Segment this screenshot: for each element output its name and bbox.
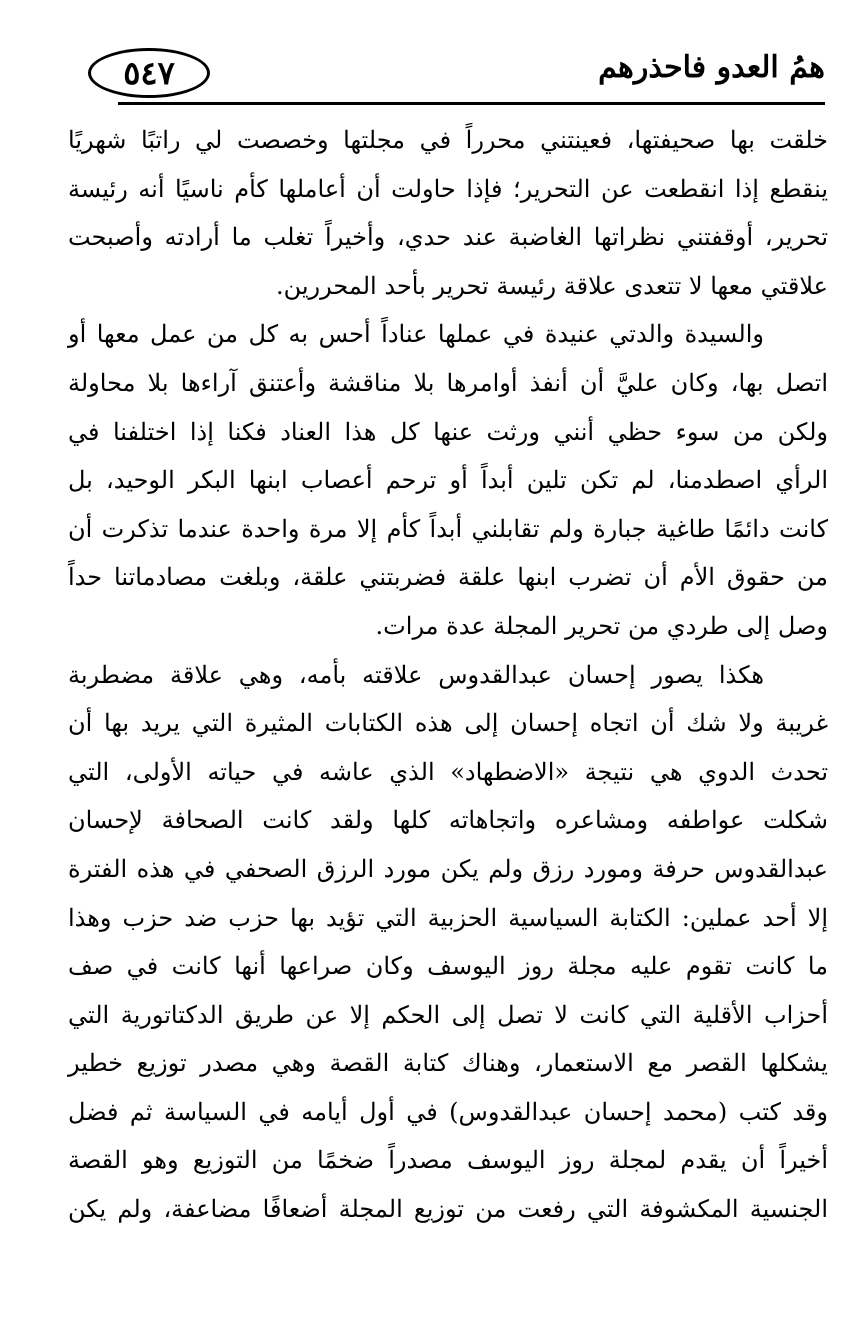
text-line: وصل إلى طردي من تحرير المجلة عدة مرات.: [375, 611, 828, 640]
text-line: اتصل بها، وكان عليَّ أن أنفذ أوامرها بلا مناقشة وأعتنق آراءها بلا محاولة: [68, 368, 828, 397]
paragraph: [68, 310, 828, 650]
text-line: ما كانت تقوم عليه مجلة روز اليوسف وكان صراعها أنها كانت في صف: [68, 952, 828, 981]
text-line: هكذا يصور إحسان عبدالقدوس علاقته بأمه، وهي علاقة مضطربة: [68, 660, 764, 689]
text-line: عبدالقدوس حرفة ومورد رزق ولم يكن مورد الرزق الصحفي في هذه الفترة: [68, 854, 828, 883]
paragraph: [68, 651, 828, 1234]
text-line: الرأي اصطدمنا، لم تكن تلين أبداً أو ترحم أعصاب ابنها البكر الوحيد، بل: [68, 466, 828, 495]
text-line: أخيراً أن يقدم لمجلة روز اليوسف مصدراً ضخمًا من التوزيع وهو القصة: [68, 1146, 828, 1175]
text-line: ينقطع إذا انقطعت عن التحرير؛ فإذا حاولت أن أعاملها كأم ناسيًا أنه رئيسة: [68, 174, 828, 203]
text-line: الجنسية المكشوفة التي رفعت من توزيع المجلة أضعافًا مضاعفة، ولم يكن: [68, 1195, 828, 1224]
paragraph: [68, 116, 828, 310]
text-line: خلقت بها صحيفتها، فعينتني محرراً في مجلتها وخصصت لي راتبًا شهريًا: [68, 126, 828, 154]
text-line: وقد كتب (محمد إحسان عبدالقدوس) في أول أيامه في السياسة ثم فضل: [68, 1097, 828, 1126]
text-line: أحزاب الأقلية التي كانت لا تصل إلى الحكم إلا عن طريق الدكتاتورية التي: [68, 1000, 828, 1029]
text-line: إلا أحد عملين: الكتابة السياسية الحزبية التي تؤيد بها حزب ضد حزب وهذا: [68, 903, 828, 932]
page-header: [70, 44, 825, 104]
text-line: شكلت عواطفه ومشاعره واتجاهاته كلها ولقد كانت الصحافة لإحسان: [68, 806, 828, 835]
text-line: ولكن من سوء حظي أنني ورثت عنها كل هذا العناد فكنا إذا اختلفنا في: [68, 417, 828, 446]
body-text: [68, 116, 828, 1234]
running-title: همُ العدو فاحذرهم: [598, 50, 825, 85]
text-line: تحرير، أوقفتني نظراتها الغاضبة عند حدي، وأخيراً تغلب ما أرادته وأصبحت: [68, 223, 828, 252]
text-line: غريبة ولا شك أن اتجاه إحسان إلى هذه الكتابات المثيرة التي يريد بها أن: [68, 709, 829, 738]
text-line: يشكلها القصر مع الاستعمار، وهناك كتابة القصة وهي مصدر توزيع خطير: [68, 1049, 828, 1078]
text-line: والسيدة والدتي عنيدة في عملها عناداً أحس به كل من عمل معها أو: [68, 320, 764, 349]
text-line: كانت دائمًا طاغية جبارة ولم تقابلني أبداً كأم إلا مرة واحدة عندما تذكرت أن: [68, 514, 828, 543]
text-line: تحدث الدوي هي نتيجة «الاضطهاد» الذي عاشه في حياته الأولى، التي: [68, 757, 828, 786]
text-line: من حقوق الأم أن تضرب ابنها علقة فضربتني علقة، وبلغت مصادماتنا حداً: [68, 563, 828, 592]
header-rule: [118, 102, 825, 105]
text-line: علاقتي معها لا تتعدى علاقة رئيسة تحرير بأحد المحررين.: [275, 271, 828, 300]
page-number: ٥٤٧: [88, 48, 210, 98]
